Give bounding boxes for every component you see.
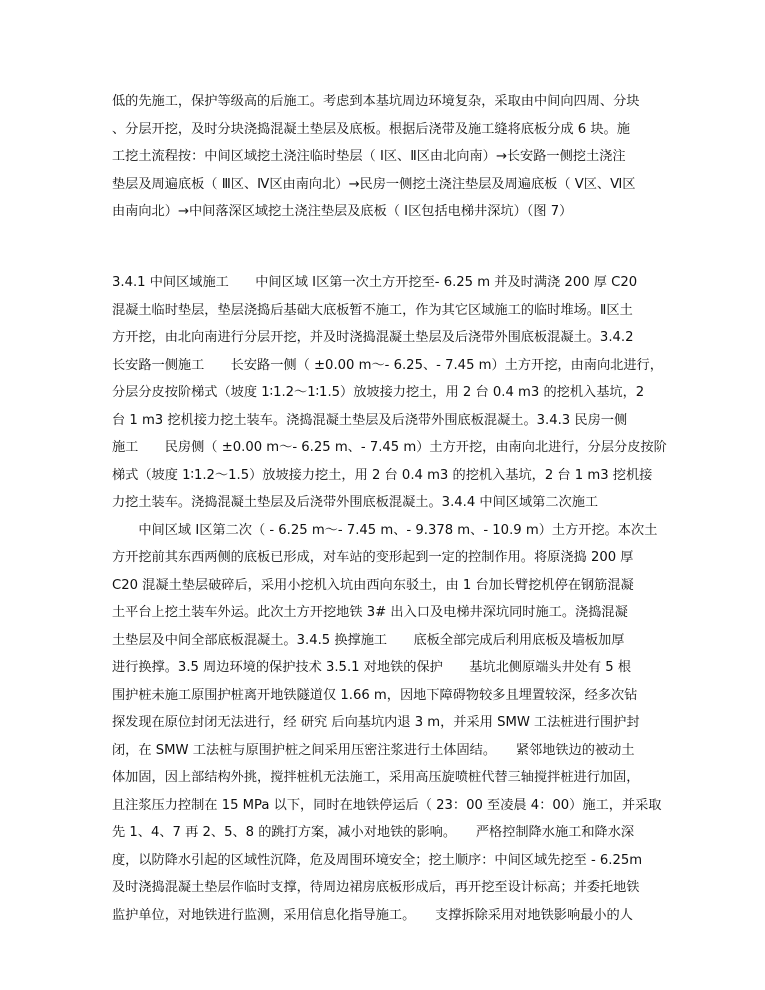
text-line: 先 1、4、7 再 2、5、8 的跳打方案，减小对地铁的影响。 严格控制降水施工和降水深 [112,825,635,840]
text-line: 工挖土流程按：中间区域挖土浇注临时垫层（ Ⅰ区、Ⅱ区由北向南）→长安路一侧挖土浇注 [112,149,626,164]
text-line: 及时浇捣混凝土垫层作临时支撑，待周边裙房底板形成后，再开挖至设计标高；并委托地铁 [112,880,640,895]
text-line: 土垫层及中间全部底板混凝土。3.4.5 换撑施工 底板全部完成后利用底板及墙板加厚 [112,632,625,648]
text-line: 土平台上挖土装车外运。此次土方开挖地铁 3# 出入口及电梯井深坑同时施工。浇捣混凝 [112,605,628,620]
text-line: 监护单位，对地铁进行监测，采用信息化指导施工。 支撑拆除采用对地铁影响最小的人 [112,907,633,923]
text-line: 中间区域 Ⅰ区第二次（ - 6.25 m～- 7.45 m、- 9.378 m、- 10.9 m）土方开挖。本次土 [112,522,658,538]
text-line: 混凝土临时垫层，垫层浇捣后基础大底板暂不施工，作为其它区域施工的临时堆场。Ⅱ区土 [112,302,633,318]
text-line: 、分层开挖，及时分块浇捣混凝土垫层及底板。根据后浇带及施工缝将底板分成 6 块。施 [112,121,630,137]
text-line: 度，以防降水引起的区域性沉降，危及周围环境安全；挖土顺序：中间区域先挖至 - 6.25m [112,852,643,868]
text-line: 闭，在 SMW 工法桩与原围护桩之间采用压密注浆进行土体固结。 紧邻地铁边的被动土 [112,742,635,758]
text-line: 体加固，因上部结构外挑，搅拌桩机无法施工，采用高压旋喷桩代替三轴搅拌桩进行加固， [112,770,640,785]
text-line: 垫层及周遍底板（ Ⅲ区、Ⅳ区由南向北）→民房一侧挖土浇注垫层及周遍底板（ Ⅴ区、Ⅵ区 [112,176,636,192]
text-line: 低的先施工，保护等级高的后施工。考虑到本基坑周边环境复杂，采取由中间向四周、分块 [112,94,640,109]
text-line: 围护桩未施工原围护桩离开地铁隧道仅 1.66 m，因地下障碍物较多且埋置较深，经多次钻 [112,687,638,703]
text-line: 力挖土装车。浇捣混凝土垫层及后浇带外围底板混凝土。3.4.4 中间区域第二次施工 [112,495,599,510]
text-line: 方开挖，由北向南进行分层开挖，并及时浇捣混凝土垫层及后浇带外围底板混凝土。3.4.2 [112,330,634,345]
text-line: C20 混凝土垫层破碎后，采用小挖机入坑由西向东驳土，由 1 台加长臂挖机停在钢筋混凝 [112,577,634,593]
text-line: 长安路一侧施工 长安路一侧（ ±0.00 m～- 6.25、- 7.45 m）土方开挖，由南向北进行， [112,357,663,373]
text-line: 由南向北）→中间落深区域挖土浇注垫层及底板（ Ⅰ区包括电梯井深坑）（图 7） [112,204,573,219]
text-line: 进行换撑。3.5 周边环境的保护技术 3.5.1 对地铁的保护 基坑北侧原端头井处有 5 根 [112,660,632,675]
text-line: 台 1 m3 挖机接力挖土装车。浇捣混凝土垫层及后浇带外围底板混凝土。3.4.3 民房一侧 [112,412,628,428]
text-line: 3.4.1 中间区域施工 中间区域 Ⅰ区第一次土方开挖至- 6.25 m 并及时满浇 200 厚 C20 [112,275,638,290]
text-line: 梯式（坡度 1∶1.2～1.5）放坡接力挖土，用 2 台 0.4 m3 的挖机入基坑，2 台 1 m3 挖机接 [112,467,653,483]
paragraph-1 [112,88,657,226]
text-line: 方开挖前其东西两侧的底板已形成，对车站的变形起到一定的控制作用。将原浇捣 200 厚 [112,550,634,565]
text-line: 且注浆压力控制在 15 MPa 以下，同时在地铁停运后（ 23：00 至凌晨 4：00）施工，并采取 [112,797,662,813]
text-line: 分层分皮按阶梯式（坡度 1∶1.2～1∶1.5）放坡接力挖土，用 2 台 0.4 m3 的挖机入基坑，2 [112,385,645,400]
text-line: 施工 民房侧（ ±0.00 m～- 6.25 m、- 7.45 m）土方开挖，由南向北进行，分层分皮按阶 [112,440,667,455]
text-line: 探发现在原位封闭无法进行，经 研究 后向基坑内退 3 m，并采用 SMW 工法桩进行围护封 [112,715,640,730]
paragraph-2 [112,269,667,929]
